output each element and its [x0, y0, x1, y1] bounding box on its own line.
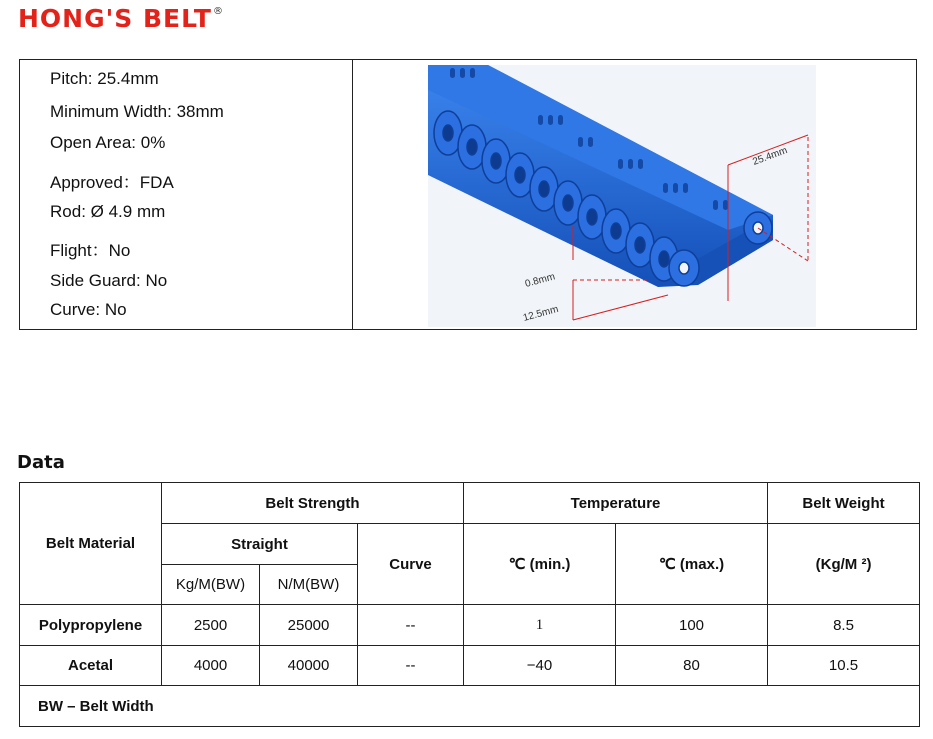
cell-kg: 4000	[162, 646, 260, 686]
header-temperature: Temperature	[464, 483, 768, 524]
cell-kg: 2500	[162, 605, 260, 646]
data-table	[19, 482, 920, 727]
header-material: Belt Material	[20, 483, 162, 605]
spec-min-width: Minimum Width: 38mm	[50, 102, 224, 121]
cell-weight: 10.5	[768, 646, 920, 686]
cell-tmin: −40	[464, 646, 616, 686]
spec-side-guard: Side Guard: No	[50, 271, 168, 290]
cell-curve: --	[358, 605, 464, 646]
spec-rod: Rod: Ø 4.9 mm	[50, 202, 166, 221]
table-row	[20, 605, 920, 646]
dim-pitch-label: 25.4mm	[751, 145, 789, 168]
cell-material: Acetal	[20, 646, 162, 686]
cell-n: 25000	[260, 605, 358, 646]
table-row	[20, 646, 920, 686]
cell-tmin: 1	[464, 605, 616, 646]
cell-weight: 8.5	[768, 605, 920, 646]
cell-curve: --	[358, 646, 464, 686]
dim-height-label: 12.5mm	[521, 303, 560, 324]
header-tmax: ℃ (max.)	[616, 524, 768, 605]
section-title-data: Data	[17, 452, 65, 473]
spec-curve: Curve: No	[50, 300, 127, 319]
cell-tmax: 80	[616, 646, 768, 686]
dim-small-label: 0.8mm	[523, 271, 557, 290]
cell-material: Polypropylene	[20, 605, 162, 646]
brand-logo	[18, 4, 224, 33]
header-weight-unit: (Kg/M ²)	[768, 524, 920, 605]
header-strength: Belt Strength	[162, 483, 464, 524]
spec-list	[20, 60, 353, 329]
spec-flight: Flight：No	[50, 241, 131, 260]
note-belt-width: BW – Belt Width	[20, 686, 920, 727]
header-row-1	[20, 483, 920, 524]
spec-open-area: Open Area: 0%	[50, 133, 166, 152]
header-n: N/M(BW)	[260, 565, 358, 605]
registered-mark: ®	[212, 6, 224, 17]
belt-diagram	[428, 65, 816, 327]
header-straight: Straight	[162, 524, 358, 565]
header-curve: Curve	[358, 524, 464, 605]
header-weight: Belt Weight	[768, 483, 920, 524]
spec-pitch: Pitch: 25.4mm	[50, 69, 159, 88]
cell-tmax: 100	[616, 605, 768, 646]
spec-panel	[19, 59, 917, 330]
spec-approved: Approved：FDA	[50, 173, 174, 192]
header-tmin: ℃ (min.)	[464, 524, 616, 605]
header-kg: Kg/M(BW)	[162, 565, 260, 605]
logo-text: HONG'S BELT	[18, 4, 212, 33]
note-row	[20, 686, 920, 727]
cell-n: 40000	[260, 646, 358, 686]
